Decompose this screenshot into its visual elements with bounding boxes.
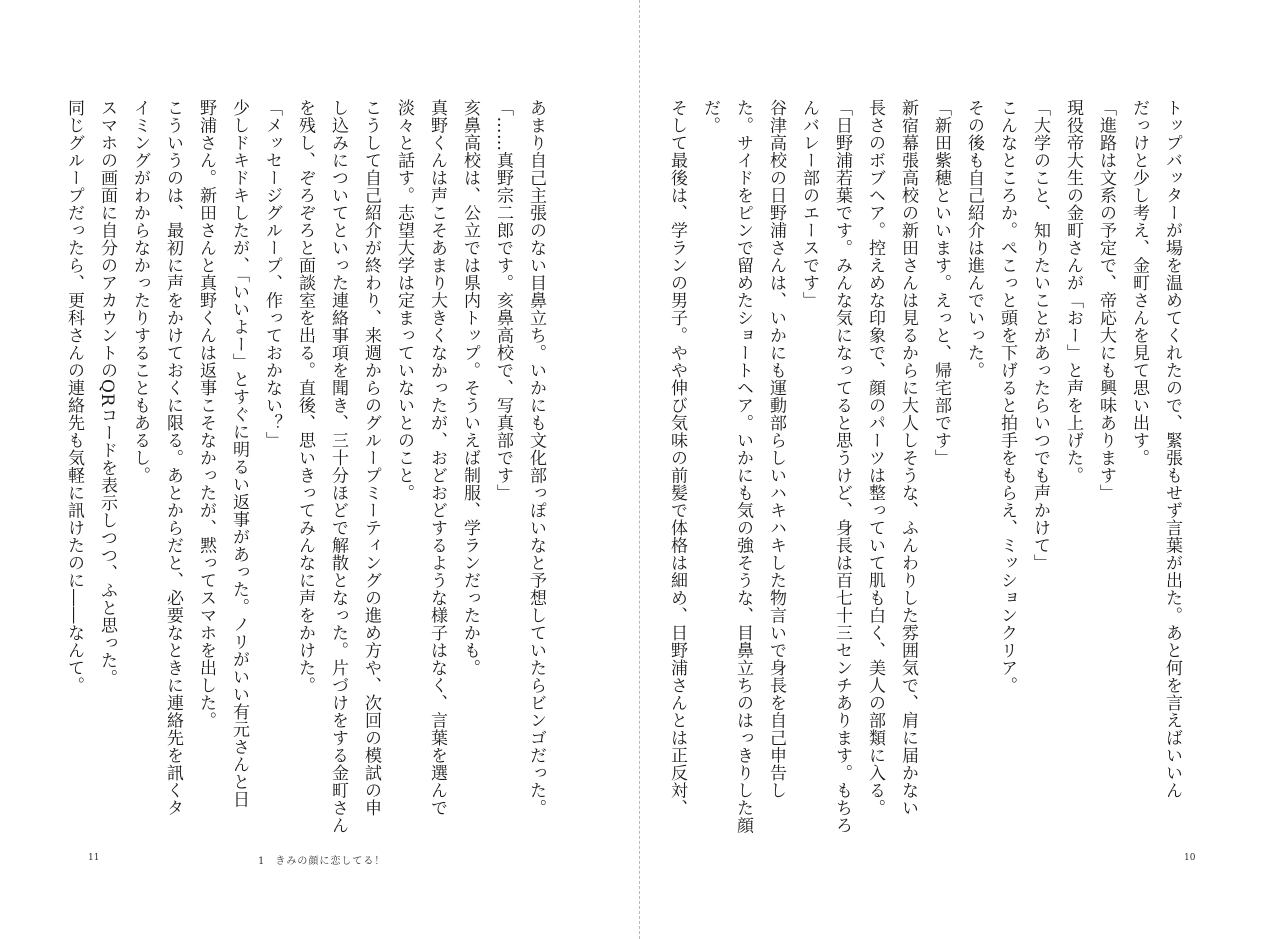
running-head xyxy=(258,852,385,867)
body-line: 現役帝大生の金町さんが「おー」と声を上げた。 xyxy=(1063,99,1083,484)
body-line: 「メッセージグループ、作っておかない？」 xyxy=(262,99,282,449)
body-line: 「大学のこと、知りたいことがあったらいつでも声かけて」 xyxy=(1030,99,1050,572)
body-line: スマホの画面に自分のアカウントのQRコードを表示しつつ、ふと思った。 xyxy=(97,99,117,687)
body-line: 真野くんは声こそあまり大きくなかったが、おどおどするような様子はなく、言葉を選んで xyxy=(427,99,447,817)
right-page-body-text xyxy=(667,99,1188,839)
body-line: 亥鼻高校は、公立では県内トップ。そういえば制服、学ランだったかも。 xyxy=(460,99,480,677)
body-line: あまり自己主張のない目鼻立ち。いかにも文化部っぽいなと予想していたらビンゴだった。 xyxy=(526,99,546,817)
chapter-title: きみの顔に恋してる！ xyxy=(275,856,386,867)
right-page xyxy=(640,0,1280,939)
body-line: その後も自己紹介は進んでいった。 xyxy=(964,99,984,379)
body-line: だっけと少し考え、金町さんを見て思い出す。 xyxy=(1129,99,1149,467)
body-line: 少しドキドキしたが、「いいよー」とすぐに明るい返事があった。ノリがいい有元さんと日 xyxy=(229,99,249,808)
body-line: 「日野浦若葉です。みんな気になってると思うけど、身長は百七十三センチあります。もちろ xyxy=(832,99,852,834)
body-line: 野浦さん。新田さんと真野くんは返事こそなかったが、黙ってスマホを出した。 xyxy=(196,99,216,729)
left-page-number: 11 xyxy=(88,853,100,863)
body-line: イミングがわからなかったりすることもあるし。 xyxy=(130,99,150,484)
body-line: 長さのボブヘア。控えめな印象で、顔のパーツは整っていて肌も白く、美人の部類に入る。 xyxy=(865,99,885,817)
body-line: 谷津高校の日野浦さんは、いかにも運動部らしいハキハキした物言いで身長を自己申告し xyxy=(766,99,786,799)
body-line: 「……真野宗二郎です。亥鼻高校で、写真部です」 xyxy=(493,99,513,502)
body-line: 同じグループだったら、更科さんの連絡先も気軽に訊けたのに――なんて。 xyxy=(64,99,84,694)
body-line: こうして自己紹介が終わり、来週からのグループミーティングの進め方や、次回の模試の申 xyxy=(361,99,381,817)
body-line: 淡々と話す。志望大学は定まっていないとのこと。 xyxy=(394,99,414,502)
left-page-body-text xyxy=(64,99,552,839)
body-line: こういうのは、最初に声をかけておくに限る。あとからだと、必要なときに連絡先を訊くタ xyxy=(163,99,183,817)
body-line: 新宿幕張高校の新田さんは見るからに大人しそうな、ふんわりした雰囲気で、肩に届かない xyxy=(898,99,918,817)
body-line: 「新田紫穂といいます。えっと、帰宅部です」 xyxy=(931,99,951,467)
right-page-number: 10 xyxy=(1184,853,1196,863)
body-line: こんなところか。ぺこっと頭を下げると拍手をもらえ、ミッションクリア。 xyxy=(997,99,1017,694)
body-line: トップバッターが場を温めてくれたので、緊張もせず言葉が出た。あと何を言えばいいん xyxy=(1162,99,1182,799)
body-line: 「進路は文系の予定で、帝応大にも興味あります」 xyxy=(1096,99,1116,502)
body-line: だ。 xyxy=(700,99,720,134)
body-line: を残し、ぞろぞろと面談室を出る。直後、思いきってみんなに声をかけた。 xyxy=(295,99,315,694)
body-line: んバレー部のエースです」 xyxy=(799,99,819,309)
body-line: そして最後は、学ランの男子。やや伸び気味の前髪で体格は細め、日野浦さんとは正反対、 xyxy=(667,99,687,817)
body-line: し込みについてといった連絡事項を聞き、三十分ほどで解散となった。片づけをする金町さん xyxy=(328,99,348,834)
chapter-number: 1 xyxy=(258,856,266,867)
body-line: た。サイドをピンで留めたショートヘア。いかにも気の強そうな、目鼻立ちのはっきりした顔 xyxy=(733,99,753,834)
